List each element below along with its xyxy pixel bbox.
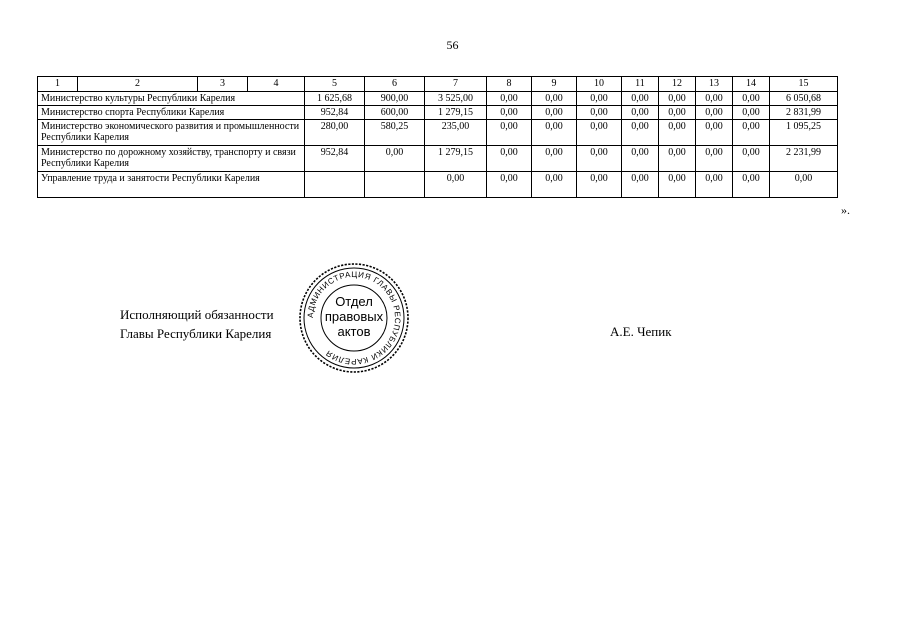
table-cell: 1 279,15 <box>425 106 487 120</box>
header-cell: 14 <box>733 77 770 92</box>
table-cell: 0,00 <box>577 106 622 120</box>
table-cell: 280,00 <box>305 120 365 146</box>
table-cell: 0,00 <box>487 120 532 146</box>
table-cell: 0,00 <box>577 92 622 106</box>
table-cell: 0,00 <box>622 106 659 120</box>
table-header-row <box>38 77 838 92</box>
header-cell: 2 <box>78 77 198 92</box>
table-cell: 0,00 <box>622 172 659 198</box>
table-cell: 0,00 <box>659 106 696 120</box>
table-cell: 0,00 <box>659 172 696 198</box>
table-cell: 1 095,25 <box>770 120 838 146</box>
table-cell: 0,00 <box>733 106 770 120</box>
row-name: Министерство спорта Республики Карелия <box>38 106 305 120</box>
table-cell: 1 625,68 <box>305 92 365 106</box>
table-cell: 0,00 <box>577 146 622 172</box>
header-cell: 8 <box>487 77 532 92</box>
stamp-center-line3: актов <box>337 324 371 339</box>
stamp-center-line1: Отдел <box>335 294 373 309</box>
table-cell: 952,84 <box>305 106 365 120</box>
table-cell: 0,00 <box>532 146 577 172</box>
table-cell: 0,00 <box>622 92 659 106</box>
table-cell: 0,00 <box>577 172 622 198</box>
table-cell: 0,00 <box>770 172 838 198</box>
header-cell: 12 <box>659 77 696 92</box>
table-cell: 900,00 <box>365 92 425 106</box>
table-cell: 0,00 <box>696 120 733 146</box>
header-cell: 5 <box>305 77 365 92</box>
table-cell: 235,00 <box>425 120 487 146</box>
header-cell: 13 <box>696 77 733 92</box>
table-cell: 0,00 <box>696 146 733 172</box>
closing-quote: ». <box>841 203 850 217</box>
table-cell: 0,00 <box>487 92 532 106</box>
row-name: Управление труда и занятости Республики Карелия <box>38 172 305 198</box>
table-row <box>38 120 838 146</box>
table-cell: 0,00 <box>659 146 696 172</box>
table-cell: 3 525,00 <box>425 92 487 106</box>
table-cell: 0,00 <box>733 146 770 172</box>
signatory-name: А.Е. Чепик <box>610 324 672 339</box>
table-cell: 0,00 <box>696 92 733 106</box>
budget-table <box>37 76 838 198</box>
row-name: Министерство экономического развития и промышленности Республики Карелия <box>38 120 305 146</box>
stamp-center-line2: правовых <box>324 309 384 324</box>
table-cell: 0,00 <box>622 120 659 146</box>
table-cell: 2 231,99 <box>770 146 838 172</box>
header-cell: 10 <box>577 77 622 92</box>
stamp-ring-text: АДМИНИСТРАЦИЯ ГЛАВЫ РЕСПУБЛИКИ КАРЕЛИЯ <box>305 269 403 367</box>
table-cell: 0,00 <box>532 92 577 106</box>
table-cell: 0,00 <box>532 106 577 120</box>
table-cell: 952,84 <box>305 146 365 172</box>
table-cell: 0,00 <box>733 120 770 146</box>
table-cell: 580,25 <box>365 120 425 146</box>
table-row <box>38 92 838 106</box>
table-cell: 0,00 <box>532 172 577 198</box>
signatory-title <box>120 305 274 343</box>
signatory-title-line2: Главы Республики Карелия <box>120 326 272 341</box>
row-name: Министерство по дорожному хозяйству, транспорту и связи Республики Карелия <box>38 146 305 172</box>
header-cell: 1 <box>38 77 78 92</box>
table-row <box>38 106 838 120</box>
table-cell: 0,00 <box>733 92 770 106</box>
stamp-seal <box>297 261 411 375</box>
page-number: 56 <box>446 38 459 52</box>
official-stamp <box>297 261 411 375</box>
table-cell: 6 050,68 <box>770 92 838 106</box>
header-cell: 4 <box>248 77 305 92</box>
header-cell: 3 <box>198 77 248 92</box>
header-cell: 7 <box>425 77 487 92</box>
table-cell: 0,00 <box>659 92 696 106</box>
table-cell <box>365 172 425 198</box>
table-row <box>38 146 838 172</box>
table-cell: 0,00 <box>487 106 532 120</box>
header-cell: 9 <box>532 77 577 92</box>
table-cell: 0,00 <box>622 146 659 172</box>
table-cell: 0,00 <box>577 120 622 146</box>
table-cell: 0,00 <box>696 106 733 120</box>
table-cell: 0,00 <box>487 172 532 198</box>
signatory-title-line1: Исполняющий обязанности <box>120 307 274 322</box>
row-name: Министерство культуры Республики Карелия <box>38 92 305 106</box>
header-cell: 11 <box>622 77 659 92</box>
table-cell: 0,00 <box>733 172 770 198</box>
table-cell: 0,00 <box>365 146 425 172</box>
table-cell <box>305 172 365 198</box>
table-cell: 0,00 <box>532 120 577 146</box>
table-cell: 0,00 <box>487 146 532 172</box>
table-cell: 0,00 <box>696 172 733 198</box>
header-cell: 15 <box>770 77 838 92</box>
table-cell: 0,00 <box>659 120 696 146</box>
table-row <box>38 172 838 198</box>
table-cell: 0,00 <box>425 172 487 198</box>
table-cell: 2 831,99 <box>770 106 838 120</box>
table-cell: 1 279,15 <box>425 146 487 172</box>
table-cell: 600,00 <box>365 106 425 120</box>
header-cell: 6 <box>365 77 425 92</box>
